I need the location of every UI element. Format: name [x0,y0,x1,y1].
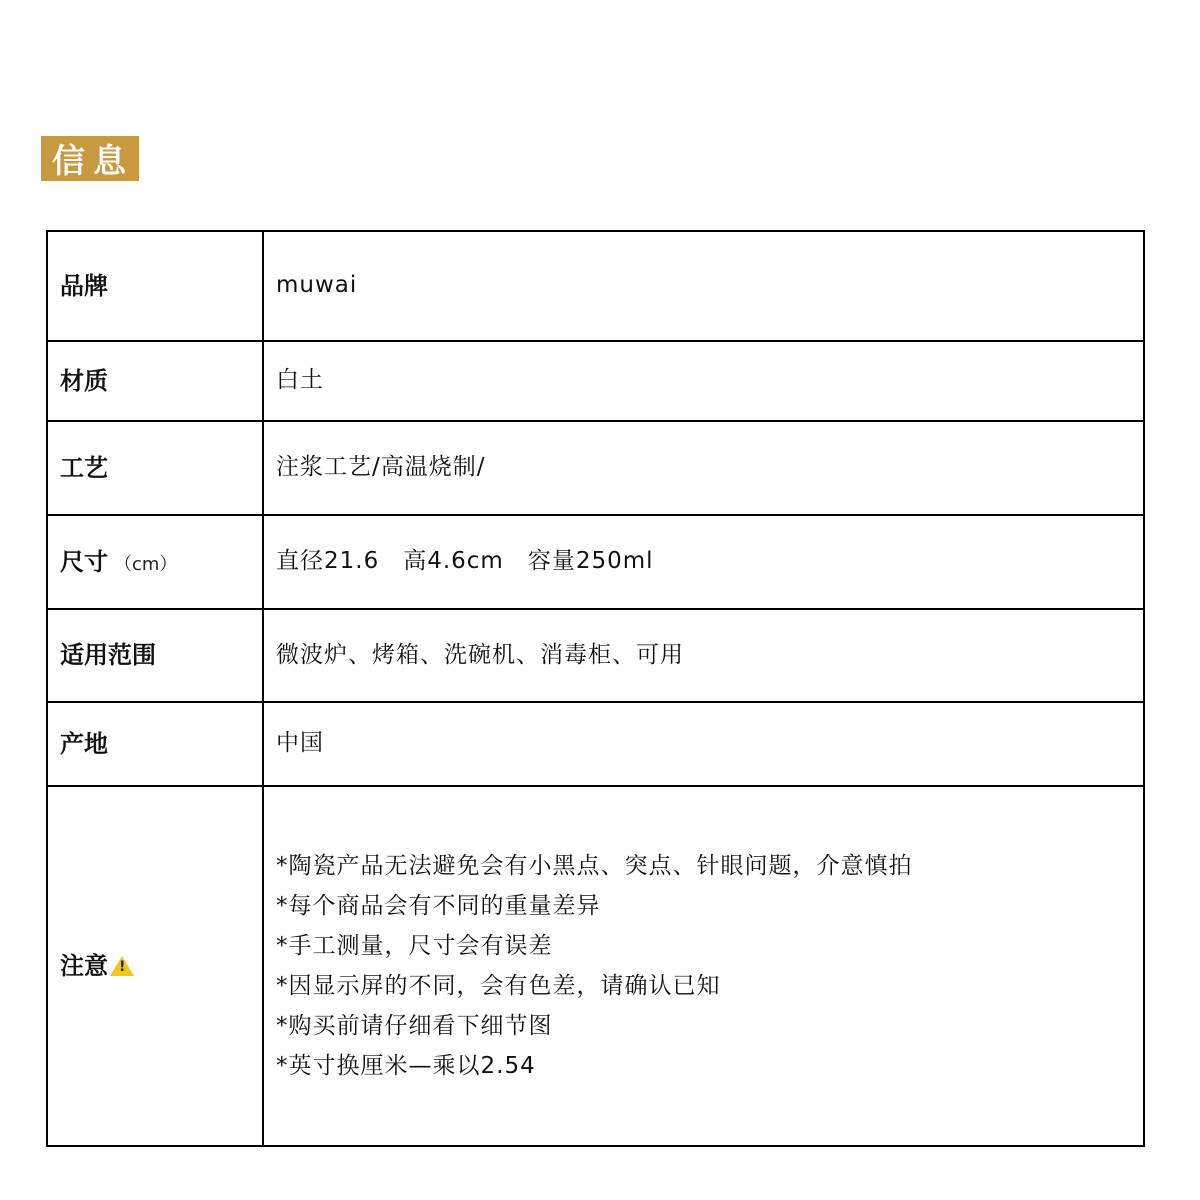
table-row [47,702,1144,786]
table-row [47,515,1144,609]
table-row [47,786,1144,1146]
row-label-size [47,515,263,609]
note-line: *每个商品会有不同的重量差异 [276,893,601,919]
table-row [47,341,1144,421]
row-value-brand: muwai [263,231,1144,341]
table-row [47,231,1144,341]
row-label-material: 材质 [47,341,263,421]
row-value-craft: 注浆工艺/高温烧制/ [263,421,1144,515]
row-value-material: 白土 [263,341,1144,421]
warning-icon [110,956,134,976]
row-label-notes [47,786,263,1146]
row-value-size: 直径21.6 高4.6cm 容量250ml [263,515,1144,609]
note-line: *手工测量，尺寸会有误差 [276,933,553,959]
row-value-usage: 微波炉、烤箱、洗碗机、消毒柜、可用 [263,609,1144,702]
row-label-usage: 适用范围 [47,609,263,702]
table-row [47,609,1144,702]
product-info-table [46,230,1145,1147]
table-row [47,421,1144,515]
row-label-craft: 工艺 [47,421,263,515]
note-line: *英寸换厘米—乘以2.54 [276,1053,536,1079]
section-title: 信息 [41,136,139,181]
row-value-notes [263,786,1144,1146]
size-label-text: 尺寸 [60,547,108,576]
note-line: *因显示屏的不同，会有色差，请确认已知 [276,973,721,999]
size-unit: （cm） [114,553,178,575]
row-value-origin: 中国 [263,702,1144,786]
row-label-origin: 产地 [47,702,263,786]
note-line: *购买前请仔细看下细节图 [276,1013,553,1039]
notes-label-text: 注意 [60,951,108,980]
row-label-brand: 品牌 [47,231,263,341]
note-line: *陶瓷产品无法避免会有小黑点、突点、针眼问题，介意慎拍 [276,853,913,879]
